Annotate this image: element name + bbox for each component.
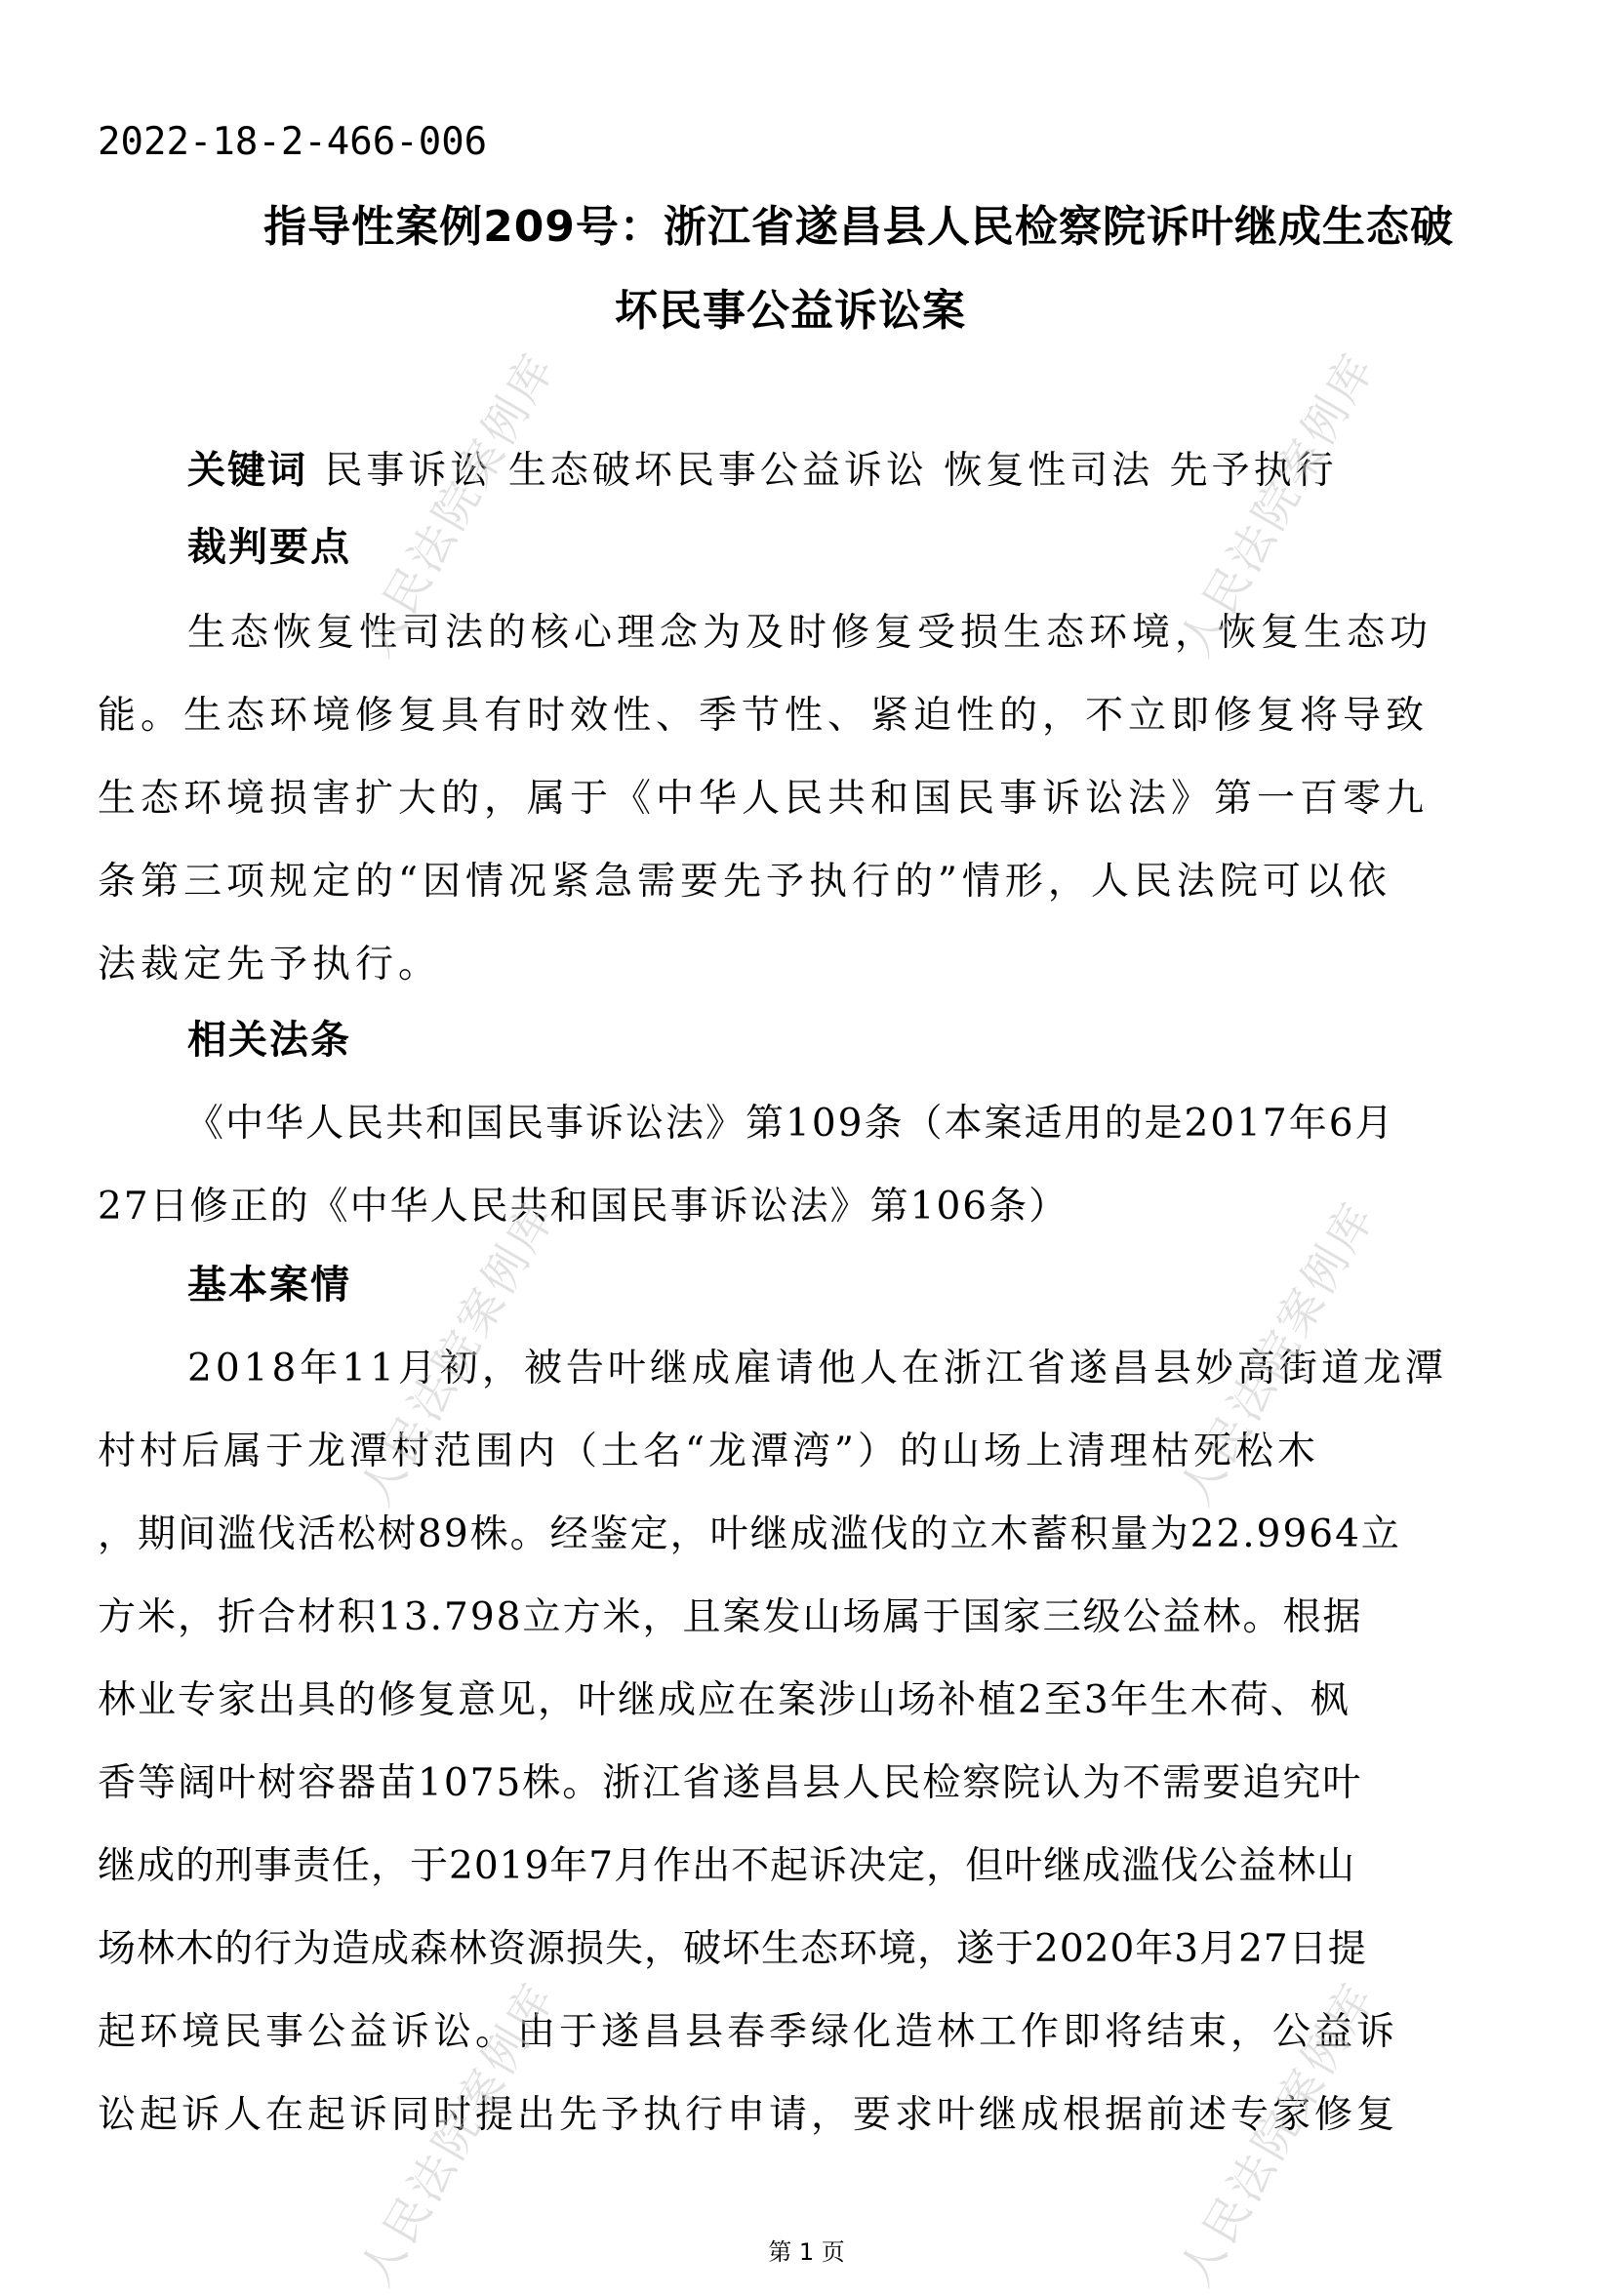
keywords-line bbox=[187, 447, 1338, 496]
facts-line: 起环境民事公益诉讼。由于遂昌县春季绿化造林工作即将结束，公益诉 bbox=[98, 2010, 1399, 2054]
facts-line: ，期间滥伐活松树89株。经鉴定，叶继成滥伐的立木蓄积量为22.9964立 bbox=[98, 1512, 1401, 1556]
facts-line: 2018年11月初，被告叶继成雇请他人在浙江省遂昌县妙高街道龙潭 bbox=[187, 1347, 1447, 1390]
heading-related-laws: 相关法条 bbox=[187, 1018, 351, 1063]
heading-ruling-points: 裁判要点 bbox=[187, 525, 351, 570]
facts-line: 方米，折合材积13.798立方米，且案发山场属于国家三级公益林。根据 bbox=[98, 1595, 1363, 1639]
facts-line: 林业专家出具的修复意见，叶继成应在案涉山场补植2至3年生木荷、枫 bbox=[98, 1678, 1351, 1722]
document-title-line-2: 坏民事公益诉讼案 bbox=[615, 286, 966, 336]
ruling-line: 生态恢复性司法的核心理念为及时修复受损生态环境，恢复生态功 bbox=[187, 611, 1433, 655]
facts-line: 继成的刑事责任，于2019年7月作出不起诉决定，但叶继成滥伐公益林山 bbox=[98, 1844, 1356, 1888]
watermark-text: 人民法院案例库 bbox=[1168, 342, 1386, 665]
heading-basic-facts: 基本案情 bbox=[187, 1263, 351, 1308]
watermark-text: 人民法院案例库 bbox=[1168, 1191, 1386, 1514]
page-number: 第 1 页 bbox=[768, 2238, 845, 2266]
document-title-line-1: 指导性案例209号：浙江省遂昌县人民检察院诉叶继成生态破 bbox=[263, 202, 1454, 252]
ruling-line: 条第三项规定的“因情况紧急需要先予执行的”情形，人民法院可以依 bbox=[98, 860, 1391, 904]
facts-line: 村村后属于龙潭村范围内（土名“龙潭湾”）的山场上清理枯死松木 bbox=[98, 1430, 1319, 1473]
keywords-text: 民事诉讼 生态破坏民事公益诉讼 恢复性司法 先予执行 bbox=[324, 449, 1338, 493]
law-line: 27日修正的《中华人民共和国民事诉讼法》第106条） bbox=[98, 1185, 1069, 1229]
watermark-text: 人民法院案例库 bbox=[1168, 1972, 1386, 2295]
watermark-text: 人民法院案例库 bbox=[348, 342, 566, 665]
law-line: 《中华人民共和国民事诉讼法》第109条（本案适用的是2017年6月 bbox=[185, 1102, 1395, 1146]
watermark-text: 人民法院案例库 bbox=[348, 1191, 566, 1514]
ruling-line: 法裁定先予执行。 bbox=[98, 943, 442, 987]
ruling-line: 生态环境损害扩大的，属于《中华人民共和国民事诉讼法》第一百零九 bbox=[98, 777, 1430, 821]
watermark-text: 人民法院案例库 bbox=[348, 1972, 566, 2295]
facts-line: 讼起诉人在起诉同时提出先予执行申请，要求叶继成根据前述专家修复 bbox=[98, 2093, 1399, 2137]
ruling-line: 能。生态环境修复具有时效性、季节性、紧迫性的，不立即修复将导致 bbox=[98, 694, 1430, 738]
keywords-label: 关键词 bbox=[187, 449, 308, 493]
facts-line: 香等阔叶树容器苗1075株。浙江省遂昌县人民检察院认为不需要追究叶 bbox=[98, 1761, 1363, 1805]
facts-line: 场林木的行为造成森林资源损失，破坏生态环境，遂于2020年3月27日提 bbox=[98, 1927, 1367, 1971]
case-number: 2022-18-2-466-006 bbox=[98, 120, 488, 164]
